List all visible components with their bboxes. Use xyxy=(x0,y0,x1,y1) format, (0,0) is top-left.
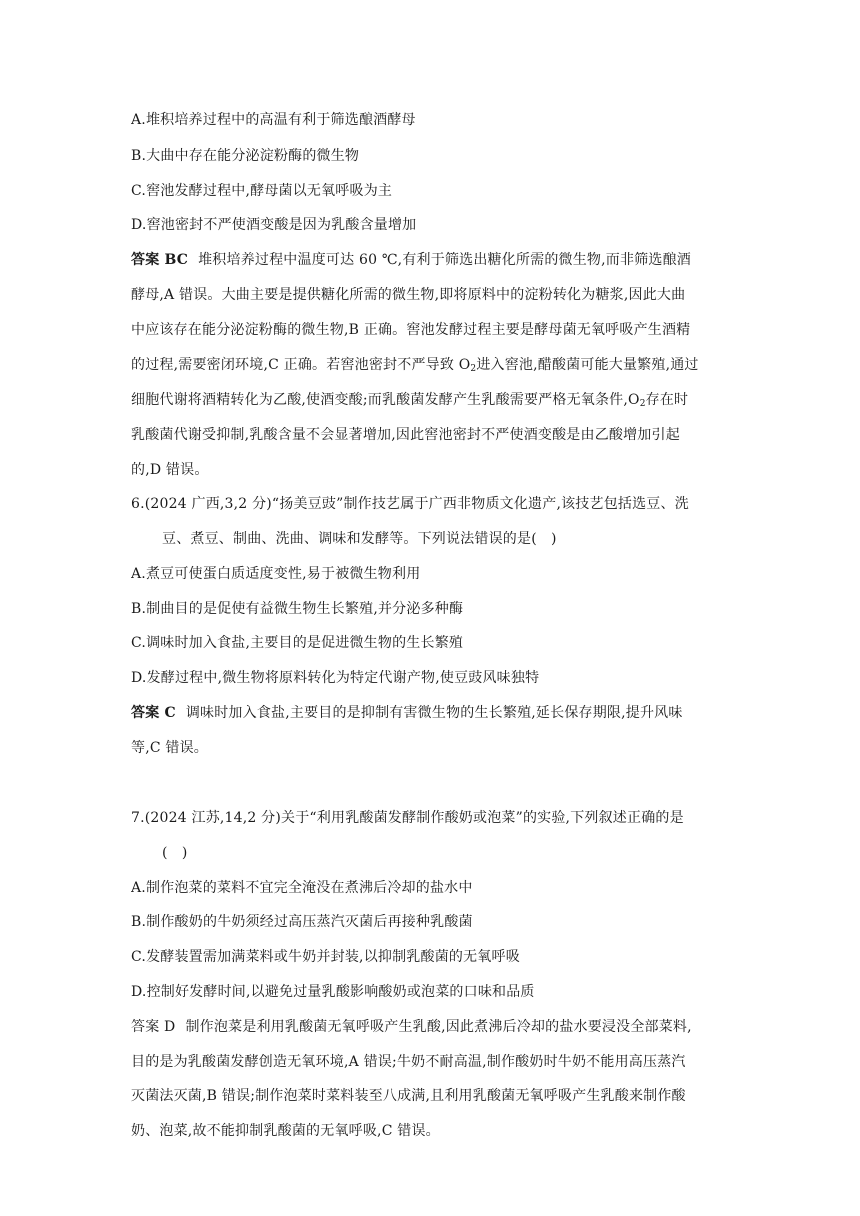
q5-answer-line-1 xyxy=(131,250,741,270)
q5-answer-label: 答案 BC xyxy=(131,252,189,268)
q5-answer-line-3: 中应该存在能分泌淀粉酶的微生物,B 正确。窖池发酵过程主要是酵母菌无氧呼吸产生酒精 xyxy=(131,322,691,338)
q7-option-a: A.制作泡菜的菜料不宜完全淹没在煮沸后冷却的盐水中 xyxy=(131,880,473,896)
q6-answer-line-1 xyxy=(131,703,741,723)
q5-answer-line-5 xyxy=(131,390,741,410)
q7-option-d: D.控制好发酵时间,以避免过量乳酸影响酸奶或泡菜的口味和品质 xyxy=(131,984,535,1000)
q6-answer-label: 答案 C xyxy=(131,705,176,721)
q7-stem-line-2: ( ) xyxy=(162,845,188,861)
q5-answer-fragment-d: 存在时 xyxy=(645,392,689,408)
q7-answer-label: 答案 D xyxy=(131,1019,176,1035)
q7-option-b: B.制作酸奶的牛奶须经过高压蒸汽灭菌后再接种乳酸菌 xyxy=(131,914,473,930)
subscript-2: 2 xyxy=(470,364,477,374)
q7-answer-line-3: 灭菌法灭菌,B 错误;制作泡菜时菜料装至八成满,且利用乳酸菌无氧呼吸产生乳酸来制作酸 xyxy=(131,1088,686,1104)
q7-answer-line-1 xyxy=(131,1017,741,1037)
q5-option-b: B.大曲中存在能分泌淀粉酶的微生物 xyxy=(131,148,360,164)
q6-option-d: D.发酵过程中,微生物将原料转化为特定代谢产物,使豆豉风味独特 xyxy=(131,670,540,686)
q5-answer-fragment-b: 进入窖池,醋酸菌可能大量繁殖,通过 xyxy=(476,357,699,373)
q6-answer-line-2: 等,C 错误。 xyxy=(131,740,209,756)
q5-option-c: C.窖池发酵过程中,酵母菌以无氧呼吸为主 xyxy=(131,183,393,199)
q5-answer-fragment-c: 细胞代谢将酒精转化为乙酸,使酒变酸;而乳酸菌发酵产生乳酸需要严格无氧条件,O xyxy=(131,392,640,408)
q7-option-c: C.发酵装置需加满菜料或牛奶并封装,以抑制乳酸菌的无氧呼吸 xyxy=(131,949,520,965)
q5-answer-line-2: 酵母,A 错误。大曲主要是提供糖化所需的微生物,即将原料中的淀粉转化为糖浆,因此大曲 xyxy=(131,287,686,303)
subscript-2b: 2 xyxy=(639,399,646,409)
q5-option-a: A.堆积培养过程中的高温有利于筛选酿酒酵母 xyxy=(131,112,416,128)
q5-answer-line-6: 乳酸菌代谢受抑制,乳酸含量不会显著增加,因此窖池密封不严使酒变酸是由乙酸增加引起 xyxy=(131,427,680,443)
q6-stem-line-2: 豆、煮豆、制曲、洗曲、调味和发酵等。下列说法错误的是( ) xyxy=(162,531,557,547)
q6-stem-line-1: 6.(2024 广西,3,2 分)“扬美豆豉”制作技艺属于广西非物质文化遗产,该技艺包括选豆、洗 xyxy=(131,496,689,512)
q5-option-d: D.窖池密封不严使酒变酸是因为乳酸含量增加 xyxy=(131,217,417,233)
q6-option-b: B.制曲目的是促使有益微生物生长繁殖,并分泌多种酶 xyxy=(131,601,464,617)
q7-answer-line-4: 奶、泡菜,故不能抑制乳酸菌的无氧呼吸,C 错误。 xyxy=(131,1123,440,1139)
q5-answer-line-7: 的,D 错误。 xyxy=(131,462,209,478)
q7-answer-line-2: 目的是为乳酸菌发酵创造无氧环境,A 错误;牛奶不耐高温,制作酸奶时牛奶不能用高压蒸汽 xyxy=(131,1054,686,1070)
q6-option-a: A.煮豆可使蛋白质适度变性,易于被微生物利用 xyxy=(131,566,421,582)
q7-answer-text: 制作泡菜是利用乳酸菌无氧呼吸产生乳酸,因此煮沸后冷却的盐水要浸没全部菜料, xyxy=(185,1019,692,1035)
q5-answer-text: 堆积培养过程中温度可达 60 ℃,有利于筛选出糖化所需的微生物,而非筛选酿酒 xyxy=(198,252,691,268)
q5-answer-fragment-a: 的过程,需要密闭环境,C 正确。若窖池密封不严导致 O xyxy=(131,357,471,373)
q7-stem-line-1: 7.(2024 江苏,14,2 分)关于“利用乳酸菌发酵制作酸奶或泡菜”的实验,下列叙述正确的是 xyxy=(131,810,684,826)
q6-option-c: C.调味时加入食盐,主要目的是促进微生物的生长繁殖 xyxy=(131,635,464,651)
q5-answer-line-4 xyxy=(131,355,741,375)
q6-answer-text: 调味时加入食盐,主要目的是抑制有害微生物的生长繁殖,延长保存期限,提升风味 xyxy=(185,705,683,721)
